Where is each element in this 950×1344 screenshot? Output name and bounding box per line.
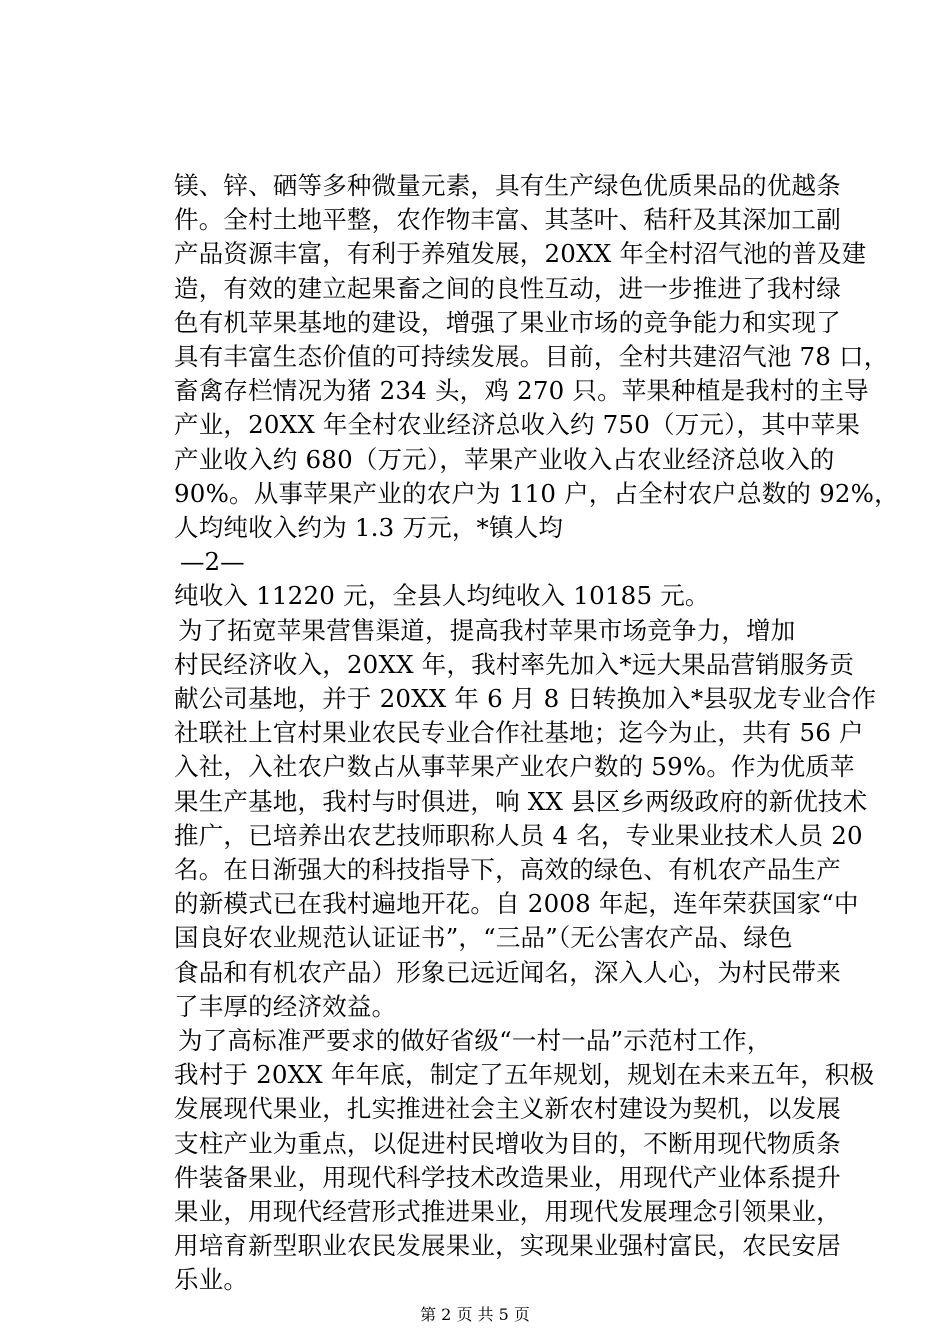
text-line: 镁、锌、硒等多种微量元素，具有生产绿色优质果品的优越条: [174, 171, 841, 200]
text-line: 国良好农业规范认证证书”，“三品”（无公害农产品、绿色: [174, 923, 793, 952]
text-line: 入社，入社农户数占从事苹果产业农户数的 59%。作为优质苹: [174, 752, 855, 781]
text-line: 果业，用现代经营形式推进果业，用现代发展理念引领果业，: [174, 1197, 841, 1226]
page-marker: —2—: [180, 547, 245, 576]
text-line: 乐业。: [174, 1265, 249, 1294]
paragraph-first-line: 为了拓宽苹果营售渠道，提高我村苹果市场竞争力，增加: [178, 616, 796, 645]
text-line: 件装备果业，用现代科学技术改造果业，用现代产业体系提升: [174, 1163, 841, 1192]
text-line: 具有丰富生态价值的可持续发展。目前，全村共建沼气池 78 口，: [174, 342, 889, 371]
text-line: 人均纯收入约为 1.3 万元，*镇人均: [174, 513, 564, 542]
text-line: 造，有效的建立起果畜之间的良性互动，进一步推进了我村绿: [174, 274, 841, 303]
text-line: 90%。从事苹果产业的农户为 110 户，占全村农户总数的 92%，: [174, 479, 899, 508]
text-line: 纯收入 11220 元，全县人均纯收入 10185 元。: [174, 581, 710, 610]
text-line: 畜禽存栏情况为猪 234 头，鸡 270 只。苹果种植是我村的主导: [174, 376, 869, 405]
text-line: 献公司基地，并于 20XX 年 6 月 8 日转换加入*县驭龙专业合作: [174, 684, 877, 713]
text-line: 支柱产业为重点，以促进村民增收为目的，不断用现代物质条: [174, 1129, 841, 1158]
text-line: 推广，已培养出农艺技师职称人员 4 名，专业果业技术人员 20: [174, 821, 863, 850]
text-line: 村民经济收入，20XX 年，我村率先加入*远大果品营销服务贡: [174, 650, 855, 679]
text-line: 产业，20XX 年全村农业经济总收入约 750（万元），其中苹果: [174, 410, 861, 439]
text-line: 我村于 20XX 年年底，制定了五年规划，规划在未来五年，积极: [174, 1060, 875, 1089]
page-footer: 第 2 页 共 5 页: [420, 1305, 530, 1324]
text-line: 的新模式已在我村遍地开花。自 2008 年起，连年荣获国家“中: [174, 889, 859, 918]
text-line: 产业收入约 680（万元），苹果产业收入占农业经济总收入的: [174, 445, 835, 474]
text-line: 用培育新型职业农民发展果业，实现果业强村富民，农民安居: [174, 1231, 841, 1260]
text-line: 了丰厚的经济效益。: [174, 992, 397, 1021]
text-line: 食品和有机农产品）形象已远近闻名，深入人心，为村民带来: [174, 958, 841, 987]
text-line: 社联社上官村果业农民专业合作社基地；迄今为止，共有 56 户: [174, 718, 864, 747]
text-line: 产品资源丰富，有利于养殖发展，20XX 年全村沼气池的普及建: [174, 239, 867, 268]
text-line: 件。全村土地平整，农作物丰富、其茎叶、秸秆及其深加工副: [174, 205, 841, 234]
text-line: 发展现代果业，扎实推进社会主义新农村建设为契机，以发展: [174, 1094, 841, 1123]
paragraph-first-line: 为了高标准严要求的做好省级“一村一品”示范村工作，: [178, 1026, 772, 1055]
text-line: 果生产基地，我村与时俱进，响 XX 县区乡两级政府的新优技术: [174, 787, 868, 816]
text-line: 名。在日渐强大的科技指导下，高效的绿色、有机农产品生产: [174, 855, 841, 884]
text-line: 色有机苹果基地的建设，增强了果业市场的竞争能力和实现了: [174, 308, 841, 337]
